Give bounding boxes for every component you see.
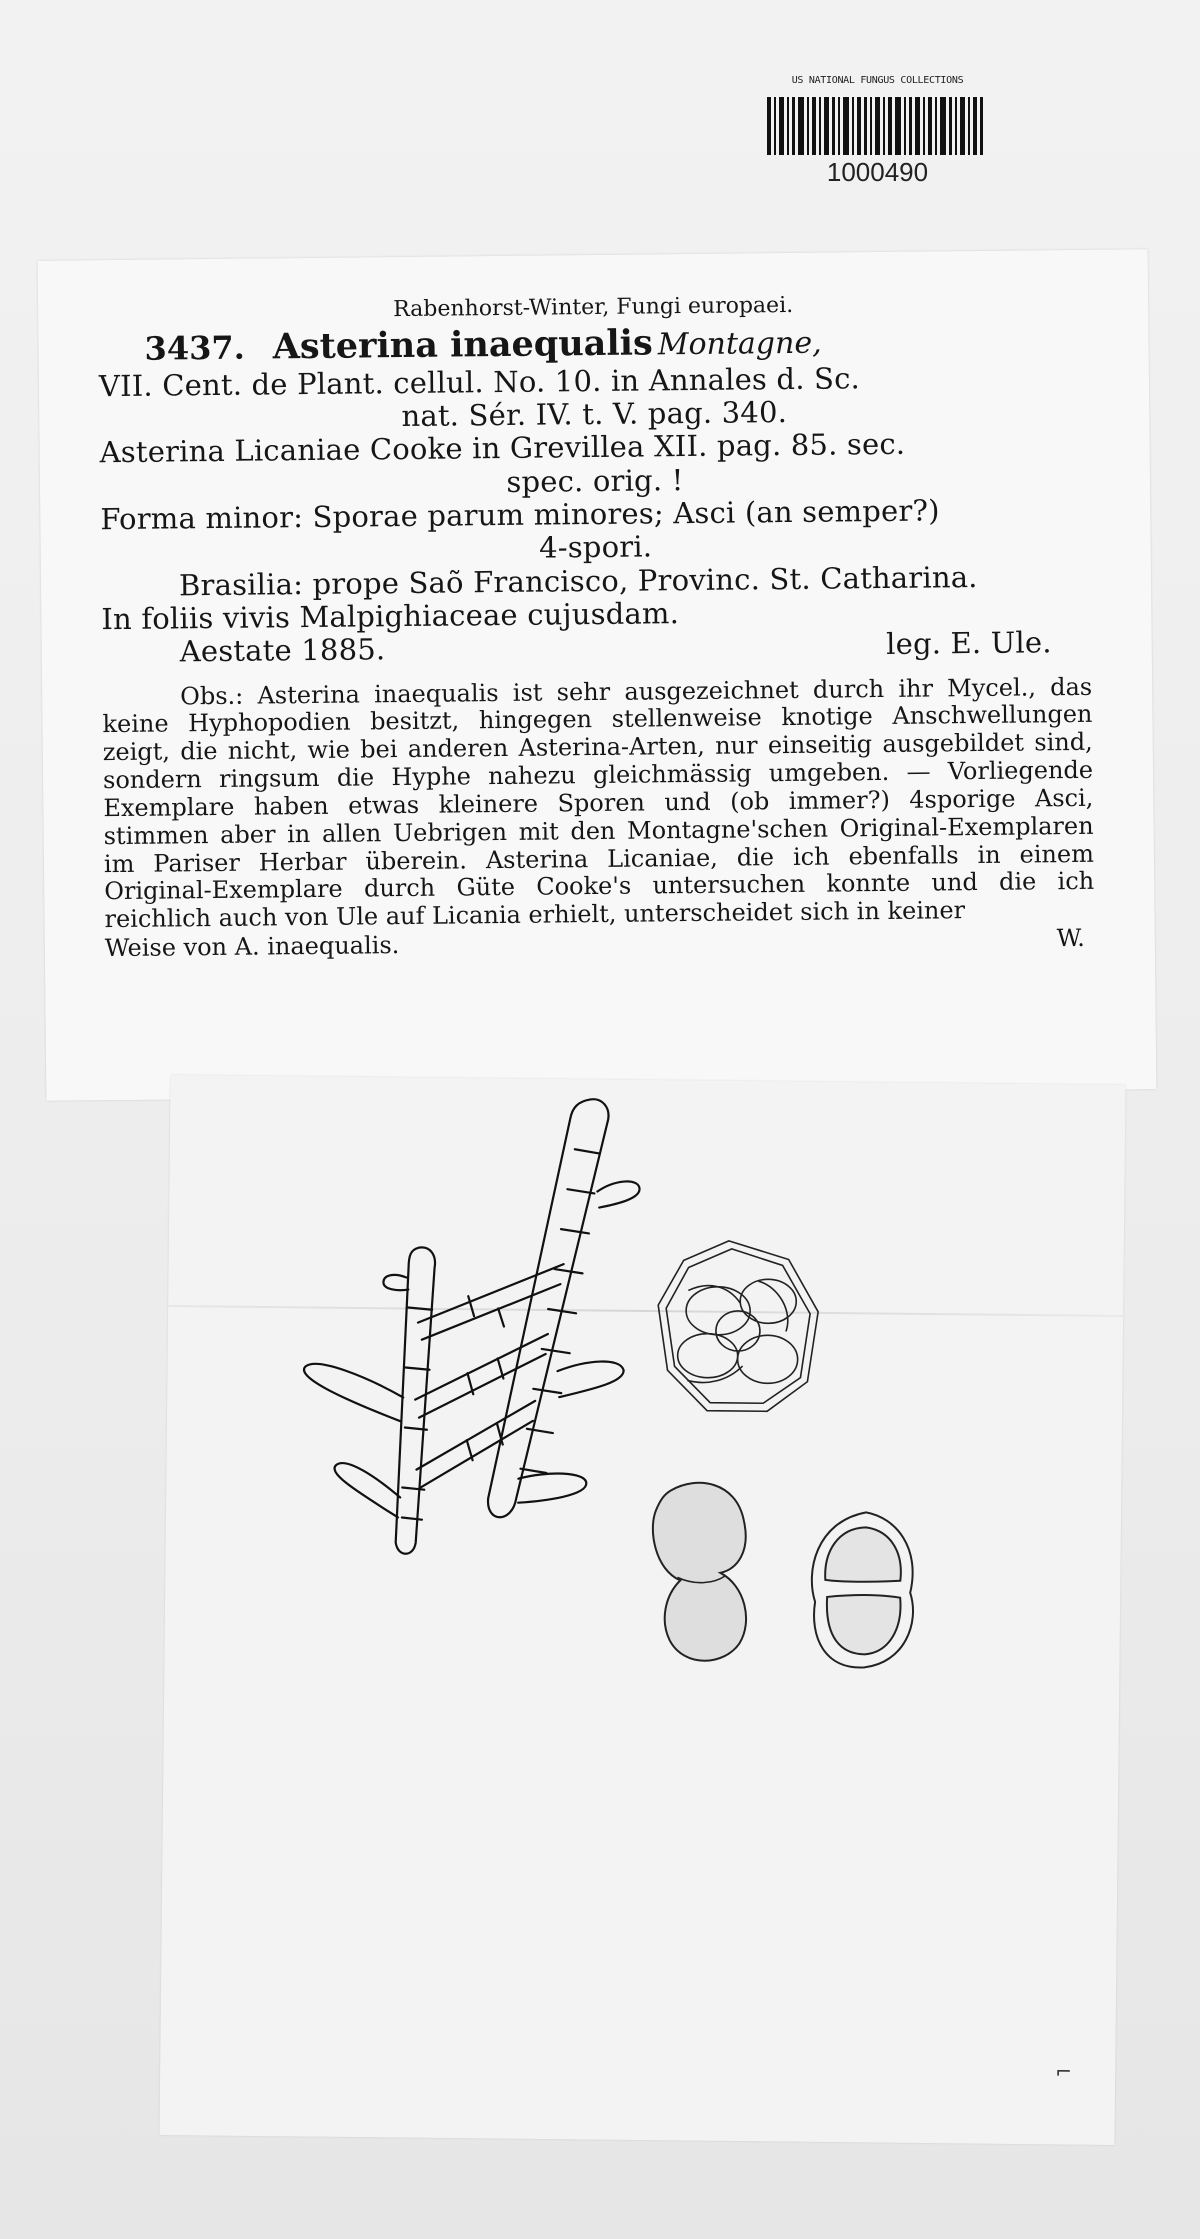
forma-line-1: Forma minor: Sporae parum minores; Asci (an semper?)	[100, 493, 940, 537]
barcode-caption: US NATIONAL FUNGUS COLLECTIONS	[791, 75, 964, 86]
spore-shaded-drawing	[651, 1482, 747, 1661]
plate-corner-mark: ⌐	[1055, 2059, 1073, 2084]
illustration-plate	[159, 1075, 1125, 2145]
exsiccata-number: 3437.	[144, 328, 245, 369]
observations-last-line: Weise von A. inaequalis.	[104, 931, 400, 963]
spore-septate-drawing	[811, 1512, 914, 1668]
locality-line-1: Brasilia: prope Saõ Francisco, Provinc. St. Catharina.	[178, 559, 978, 602]
printed-specimen-label	[38, 249, 1157, 1101]
author-signature: W.	[1056, 924, 1085, 953]
collector: leg. E. Ule.	[885, 625, 1052, 662]
ascoma-drawing	[657, 1240, 819, 1412]
forma-line-2: 4-spori.	[538, 529, 653, 565]
synonym-line-1: Asterina Licaniae Cooke in Grevillea XII. pag. 85. sec.	[99, 426, 906, 470]
observations-paragraph: Obs.: Asterina inaequalis ist sehr ausgezeichnet durch ihr Mycel., das keine Hyphopodien besitzt, hingegen stellenweise knotige Anschwellungen zeigt, die nicht, wie bei anderen Asterina-Arten, nur einseitig ausgebildet sind, sondern ringsum die Hyphe nahezu gleichmässig umgeben. — Vorliegende Exemplare haben etwas kleinere Sporen und (ob immer?) 4sporige Asci, stimmen aber in allen Uebrigen mit den Montagne'schen Original-Exemplaren im Pariser Herbar überein. Asterina Licaniae, die ich ebenfalls in einem Original-Exemplare durch Güte Cooke's untersuchen konnte und die ich reichlich auch von Ule auf Licania erhielt, unterscheidet sich in keiner	[102, 672, 1095, 934]
series-title: Rabenhorst-Winter, Fungi europaei.	[393, 292, 794, 323]
citation-line-2: nat. Sér. IV. t. V. pag. 340.	[401, 394, 788, 433]
illustration-drawing	[159, 1075, 1125, 2145]
locality-line-2: In foliis vivis Malpighiaceae cujusdam.	[101, 596, 680, 637]
species-name: Asterina inaequalis	[272, 322, 653, 368]
barcode-icon	[767, 97, 987, 155]
species-author: Montagne,	[657, 325, 822, 363]
synonym-line-2: spec. orig. !	[506, 462, 684, 499]
barcode-label	[755, 75, 1000, 190]
catalog-number: 1000490	[826, 157, 929, 187]
collection-date: Aestate 1885.	[179, 632, 386, 669]
citation-line-1: VII. Cent. de Plant. cellul. No. 10. in Annales d. Sc.	[98, 360, 861, 403]
hypha-long-drawing	[414, 1097, 641, 1518]
